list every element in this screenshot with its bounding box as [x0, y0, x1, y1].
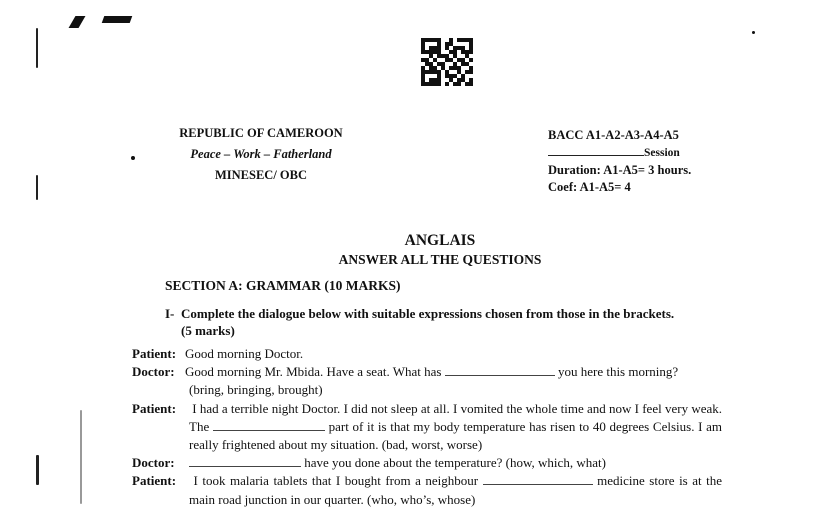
speech-line	[189, 454, 722, 472]
scan-mark-slash	[69, 16, 86, 28]
speech-line	[189, 472, 722, 508]
general-instruction: ANSWER ALL THE QUESTIONS	[338, 252, 542, 267]
coefficient: Coef: A1-A5= 4	[548, 180, 631, 194]
speech-text: you here this morning?	[557, 364, 679, 380]
options: (who, who’s, whose)	[366, 491, 476, 507]
margin-line	[36, 455, 39, 485]
qr-code	[421, 38, 473, 86]
subject-title: ANGLAIS	[404, 232, 476, 249]
question-number: I-	[165, 306, 175, 321]
speech-text: I had a terrible night Doctor. I did not sleep at all. I vomited the whole time and now I feel very weak. The	[189, 400, 723, 434]
exam-name: BACC A1-A2-A3-A4-A5	[548, 128, 679, 142]
national-motto: Peace – Work – Fatherland	[190, 147, 332, 161]
dialogue-turn	[132, 472, 722, 508]
session-blank	[548, 145, 644, 156]
answer-blank[interactable]	[483, 474, 593, 485]
section-heading: SECTION A: GRAMMAR (10 MARKS)	[165, 278, 401, 293]
speaker-label: Patient:	[132, 400, 177, 416]
speech-line	[185, 363, 722, 381]
speech-text: Good morning Mr. Mbida. Have a seat. What has	[185, 364, 442, 380]
duration: Duration: A1-A5= 3 hours.	[548, 163, 692, 177]
speech-text: have you done about the temperature?	[304, 455, 503, 471]
options: (how, which, what)	[505, 455, 606, 471]
question-text: Complete the dialogue below with suitable expressions chosen from those in the brackets. (5 marks)	[181, 306, 675, 338]
speaker-label: Patient:	[132, 473, 177, 489]
speaker-label: Doctor:	[132, 364, 175, 380]
answer-blank[interactable]	[445, 365, 555, 376]
speck	[752, 31, 755, 34]
country-name: REPUBLIC OF CAMEROON	[179, 126, 343, 140]
dialogue-turn	[132, 454, 722, 472]
margin-line	[36, 175, 38, 200]
question-instruction	[165, 305, 685, 339]
session-line	[548, 144, 691, 162]
margin-line	[36, 28, 38, 68]
dialogue	[132, 345, 722, 509]
answer-blank[interactable]	[189, 456, 301, 467]
speech-text: Good morning Doctor.	[185, 346, 304, 361]
speaker-label: Patient:	[132, 346, 177, 361]
header-left	[170, 123, 352, 186]
speech-text: I took malaria tablets that I bought from a neighbour	[193, 473, 479, 489]
header-right	[548, 127, 691, 196]
scan-mark-bar	[102, 16, 133, 23]
session-label: Session	[644, 147, 680, 159]
speech-line	[189, 400, 722, 455]
dialogue-turn	[132, 345, 722, 363]
speech-text: medicine store is at the main road junction in our quarter.	[189, 473, 723, 507]
options: (bad, worst, worse)	[381, 437, 483, 453]
speaker-label: Doctor:	[132, 455, 175, 471]
speech-text: part of it is that my body temperature has risen to 40 degrees Celsius. I am really frightened about my situation.	[189, 418, 723, 453]
margin-line	[80, 410, 82, 504]
dialogue-turn	[132, 400, 722, 455]
dialogue-turn	[132, 363, 722, 399]
answer-blank[interactable]	[213, 420, 325, 431]
speck	[131, 156, 135, 160]
options: (bring, bringing, brought)	[189, 382, 323, 398]
ministry-name: MINESEC/ OBC	[214, 168, 308, 182]
